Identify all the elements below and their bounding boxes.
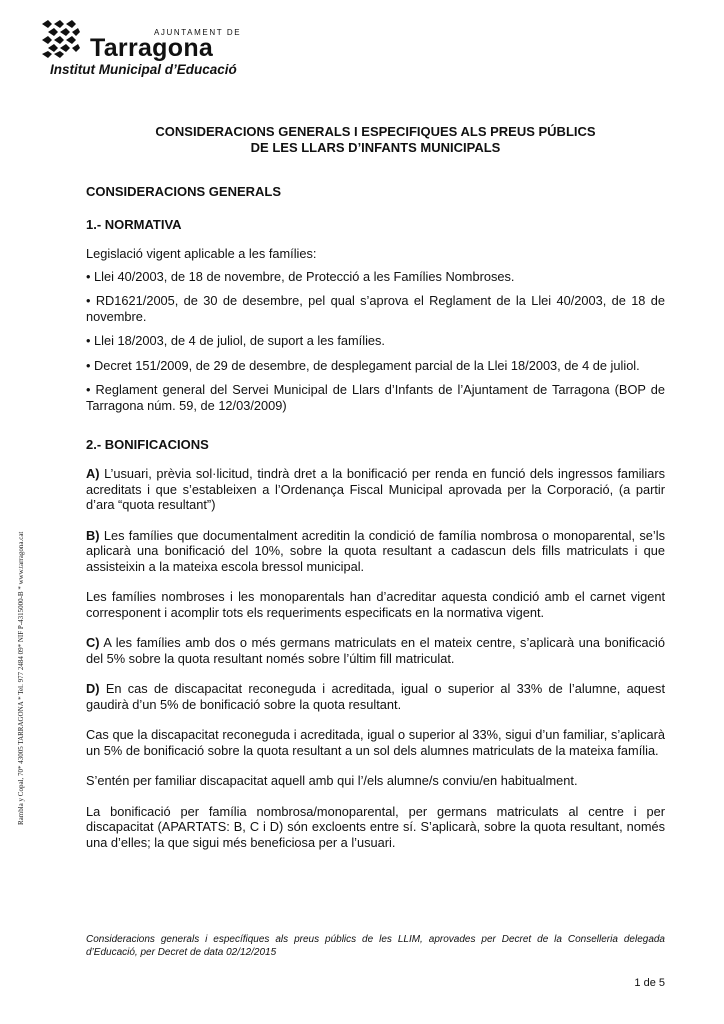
- bonificacio-d: [86, 681, 665, 712]
- institute-name: Institut Municipal d’Educació: [50, 62, 237, 77]
- bonificacions-heading: 2.- BONIFICACIONS: [86, 437, 209, 452]
- side-address-text: Rambla y Copal, 70* 43005 TARRAGONA * Tel. 977 2484 09* NIF P-4315000-B * www.tarragona.cat: [17, 531, 25, 825]
- title-line-1: CONSIDERACIONS GENERALS I ESPECIFIQUES ALS PREUS PÚBLICS: [155, 124, 596, 139]
- bonificacio-d-extra-2: S’entén per familiar discapacitat aquell amb qui l’/els alumne/s conviu/en habitualment.: [86, 773, 578, 788]
- normativa-item: • Reglament general del Servei Municipal de Llars d’Infants de l’Ajuntament de Tarragona (BOP de Tarragona núm. 59, de 12/03/2009): [86, 382, 665, 413]
- bonificacio-b-label: B): [86, 527, 100, 543]
- normativa-intro: Legislació vigent aplicable a les famílies:: [86, 246, 317, 261]
- bonificacio-a: [86, 466, 665, 513]
- bonificacio-c: [86, 635, 665, 666]
- normativa-heading: 1.- NORMATIVA: [86, 217, 182, 232]
- bonificacio-b: [86, 528, 665, 575]
- tarragona-emblem-icon: [40, 18, 80, 58]
- page-footer: [86, 933, 665, 989]
- bonificacio-b-text: Les famílies que documentalment acreditin la condició de família nombrosa o monoparental, se’ls aplicarà una bonificació del 10%, sobre la quota resultant a cadascun dels fills matriculats i que assisteixin a la mateixa escola bressol municipal.: [86, 527, 665, 574]
- bonificacio-d-text: En cas de discapacitat reconeguda i acreditada, igual o superior al 33% de l’alumne, aquest gaudirà d’un 5% de bonificació sobre la quota resultant.: [86, 681, 665, 712]
- bonificacio-d-extra-1: Cas que la discapacitat reconeguda i acreditada, igual o superior al 33%, sigui d’un familiar, s’aplicarà un 5% de bonificació sobre la quota resultant a un sol dels alumnes matriculats de la mateixa família.: [86, 727, 665, 758]
- document-body: [86, 124, 665, 865]
- normativa-item: • Decret 151/2009, de 29 de desembre, de desplegament parcial de la Llei 18/2003, de 4 de juliol.: [86, 357, 640, 373]
- logo-city-text: Tarragona: [90, 34, 214, 62]
- normativa-item: • Llei 40/2003, de 18 de novembre, de Protecció a les Famílies Nombroses.: [86, 268, 515, 284]
- footer-note: Consideracions generals i específiques als preus públics de les LLIM, aprovades per Decret de la Conselleria delegada d’Educació, per Decret de data 02/12/2015: [86, 934, 665, 958]
- normativa-item: • Llei 18/2003, de 4 de juliol, de suport a les famílies.: [86, 333, 385, 348]
- title-line-2: DE LES LLARS D’INFANTS MUNICIPALS: [250, 140, 501, 155]
- page-number: 1 de 5: [634, 977, 665, 989]
- bonificacio-c-text: A les famílies amb dos o més germans matriculats en el mateix centre, s’aplicarà una bonificació del 5% sobre la quota resultant només sobre l’últim fill matriculat.: [86, 635, 665, 666]
- bonificacions-final-note: La bonificació per família nombrosa/monoparental, per germans matriculats al centre i per discapacitat (APARTATS: B, C i D) són excloents entre sí. S’aplicarà, sobre la quota resultant, només una d’elles; la que sigui més beneficiosa per a l’usuari.: [86, 803, 665, 850]
- bonificacio-a-label: A): [86, 466, 100, 481]
- normativa-item: • RD1621/2005, de 30 de desembre, pel qual s’aprova el Reglament de la Llei 40/2003, de 18 de novembre.: [86, 293, 665, 324]
- bonificacio-a-text: L’usuari, prèvia sol·licitud, tindrà dret a la bonificació per renda en funció dels ingressos familiars acreditats i que s’estableixen a l’Ordenança Fiscal Municipal aprovada per la Corporació, (a partir d’ara “quota resultant”): [86, 466, 665, 512]
- document-title: [86, 124, 665, 156]
- section-general-heading: CONSIDERACIONS GENERALS: [86, 184, 282, 199]
- logo-ajuntament-text: AJUNTAMENT DE: [154, 28, 242, 37]
- bonificacio-d-label: D): [86, 681, 100, 696]
- bonificacio-c-label: C): [86, 635, 100, 650]
- bonificacio-b-extra: Les famílies nombroses i les monoparentals han d’acreditar aquesta condició amb el carnet vigent corresponent i acomplir tots els requeriments especificats en la normativa vigent.: [86, 589, 665, 620]
